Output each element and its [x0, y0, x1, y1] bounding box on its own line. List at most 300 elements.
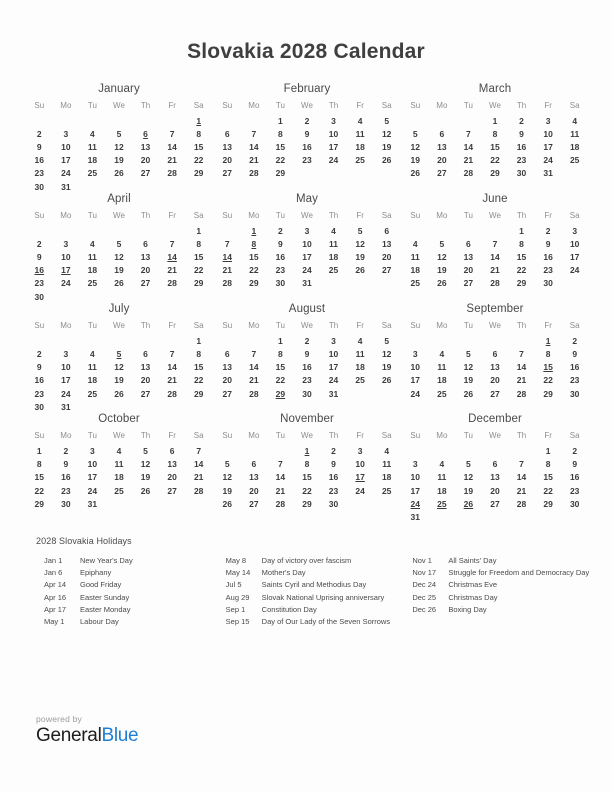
- day-cell: 21: [463, 155, 474, 166]
- day-cell: 18: [114, 472, 124, 483]
- month-table: [402, 209, 588, 290]
- day-cell: 12: [114, 141, 124, 152]
- day-cell: 28: [249, 168, 259, 179]
- day-cell: 20: [140, 155, 151, 166]
- day-cell: 13: [437, 141, 447, 152]
- weekday-header-sa: Sa: [569, 321, 580, 331]
- day-cell: 3: [63, 238, 69, 249]
- weekday-header-su: Su: [222, 431, 233, 441]
- day-cell: 30: [516, 168, 527, 179]
- week-row: [26, 374, 212, 387]
- day-cell: 28: [222, 278, 233, 289]
- day-cell: 30: [543, 278, 553, 289]
- day-cell: 17: [87, 472, 98, 483]
- day-cell: 15: [275, 362, 286, 373]
- logo-text-blue: Blue: [101, 725, 139, 746]
- day-cell-holiday: 1: [304, 445, 310, 456]
- week-row: [26, 400, 212, 413]
- day-cell: 18: [355, 141, 365, 152]
- week-row: [26, 361, 212, 374]
- day-cell: 21: [516, 375, 527, 386]
- day-cell: 6: [466, 238, 471, 249]
- day-cell: 27: [490, 498, 500, 509]
- day-cell: 16: [569, 362, 580, 373]
- week-row: [402, 497, 588, 510]
- day-cell-empty: [132, 400, 159, 413]
- day-cell: 28: [275, 498, 286, 509]
- holiday-name: Day of Our Lady of the Seven Sorrows: [261, 617, 391, 627]
- day-cell: 15: [249, 252, 259, 263]
- day-cell: 23: [34, 168, 45, 179]
- day-cell: 10: [302, 238, 312, 249]
- day-cell: 27: [381, 265, 392, 276]
- day-cell: 9: [36, 362, 42, 373]
- day-cell: 21: [222, 265, 233, 276]
- holiday-name: Good Friday: [80, 580, 122, 590]
- day-cell: 31: [61, 181, 71, 192]
- weekday-header-su: Su: [34, 431, 45, 441]
- day-cell: 10: [328, 349, 339, 360]
- day-cell-holiday: 29: [275, 388, 286, 399]
- weekday-header-fr: Fr: [356, 431, 364, 441]
- day-cell: 29: [543, 388, 553, 399]
- week-row: [214, 458, 400, 471]
- day-cell: 19: [114, 265, 124, 276]
- day-cell: 21: [516, 485, 527, 496]
- holiday-list-item: [44, 592, 226, 604]
- day-cell: 25: [410, 278, 421, 289]
- day-cell-empty: [455, 334, 482, 347]
- weekday-header-mo: Mo: [248, 321, 260, 331]
- day-cell: 23: [328, 485, 339, 496]
- holiday-date: Sep 1: [225, 604, 246, 614]
- weekday-header-th: Th: [328, 101, 339, 110]
- day-cell: 21: [275, 485, 286, 496]
- day-cell: 1: [519, 225, 524, 236]
- day-cell: 26: [410, 168, 421, 179]
- day-cell: 26: [355, 265, 365, 276]
- day-cell: 5: [357, 225, 363, 236]
- day-cell-empty: [185, 497, 212, 510]
- day-cell-empty: [132, 114, 159, 127]
- day-cell: 11: [114, 459, 124, 470]
- day-cell: 22: [543, 375, 553, 386]
- month-block-february: [214, 83, 400, 193]
- holiday-list-item: [44, 579, 226, 591]
- day-cell: 28: [167, 168, 177, 179]
- generalblue-logo: [36, 725, 138, 747]
- day-cell: 21: [167, 265, 177, 276]
- day-cell: 14: [193, 459, 204, 470]
- day-cell: 9: [278, 238, 283, 249]
- day-cell-empty: [132, 180, 159, 193]
- day-cell-empty: [267, 444, 294, 457]
- day-cell: 12: [355, 238, 365, 249]
- day-cell: 11: [87, 252, 97, 263]
- day-cell: 5: [384, 335, 390, 346]
- weekday-header-fr: Fr: [168, 101, 176, 110]
- day-cell: 12: [410, 141, 421, 152]
- holiday-date: May 8: [225, 556, 247, 565]
- day-cell-empty: [132, 290, 159, 303]
- day-cell-empty: [241, 334, 268, 347]
- holiday-name: Saints Cyril and Methodius Day: [261, 580, 367, 590]
- day-cell: 4: [572, 115, 578, 126]
- weekday-header-we: We: [301, 431, 313, 441]
- weekday-header-fr: Fr: [168, 211, 176, 221]
- day-cell: 29: [193, 168, 204, 179]
- day-cell-empty: [159, 290, 186, 303]
- month-title: January: [98, 83, 140, 95]
- weekday-header-we: We: [489, 431, 501, 441]
- weekday-header-we: We: [301, 211, 313, 221]
- weekday-header-row: [402, 429, 588, 444]
- day-cell-empty: [508, 334, 535, 347]
- day-cell: 27: [249, 498, 259, 509]
- day-cell: 30: [275, 278, 286, 289]
- holiday-list-item: [44, 616, 226, 628]
- day-cell: 11: [355, 128, 365, 139]
- weekday-header-we: We: [113, 431, 125, 441]
- day-cell: 16: [34, 375, 45, 386]
- month-title: October: [98, 413, 140, 426]
- holiday-list-item: [226, 567, 413, 579]
- day-cell: 13: [140, 141, 151, 152]
- day-cell: 19: [381, 362, 392, 373]
- day-cell: 20: [140, 265, 151, 276]
- weekday-header-tu: Tu: [275, 431, 285, 441]
- day-cell: 15: [275, 141, 286, 152]
- day-cell: 8: [545, 459, 551, 470]
- day-cell: 30: [61, 498, 71, 509]
- day-cell: 1: [492, 115, 498, 126]
- day-cell: 26: [222, 498, 233, 509]
- weekday-header-sa: Sa: [193, 431, 204, 441]
- day-cell: 30: [302, 388, 312, 399]
- footer-logo: [36, 714, 138, 747]
- weekday-header-th: Th: [328, 431, 339, 441]
- weekday-header-row: [214, 429, 400, 444]
- weekday-header-mo: Mo: [248, 211, 260, 221]
- day-cell: 29: [275, 168, 286, 179]
- holiday-name: Easter Monday: [80, 604, 131, 614]
- day-cell-holiday: 14: [222, 252, 233, 263]
- day-cell: 17: [302, 252, 312, 263]
- day-cell: 28: [249, 388, 259, 399]
- day-cell-empty: [106, 290, 133, 303]
- day-cell: 6: [492, 459, 498, 470]
- weekday-header-we: We: [301, 101, 313, 110]
- day-cell-empty: [482, 224, 509, 237]
- day-cell: 18: [328, 252, 339, 263]
- day-cell-empty: [26, 334, 53, 347]
- day-cell: 9: [304, 349, 310, 360]
- month-block-december: [402, 413, 588, 523]
- day-cell: 27: [167, 485, 177, 496]
- day-cell: 2: [304, 335, 310, 346]
- day-cell: 7: [251, 349, 257, 360]
- week-row: [402, 264, 588, 277]
- day-cell: 24: [328, 375, 339, 386]
- day-cell-holiday: 17: [355, 472, 365, 483]
- day-cell: 30: [569, 498, 580, 509]
- day-cell: 25: [87, 388, 98, 399]
- weekday-header-tu: Tu: [275, 101, 285, 110]
- day-cell: 25: [114, 485, 124, 496]
- day-cell: 7: [278, 459, 283, 470]
- week-row: [26, 484, 212, 497]
- day-cell: 12: [381, 349, 392, 360]
- day-cell: 5: [143, 445, 148, 456]
- holiday-list-item: [412, 604, 592, 616]
- weekday-header-su: Su: [222, 101, 233, 110]
- day-cell: 11: [437, 362, 447, 373]
- day-cell-holiday: 25: [437, 498, 447, 509]
- day-cell: 23: [302, 155, 312, 166]
- day-cell: 25: [437, 388, 447, 399]
- weekday-header-sa: Sa: [193, 101, 204, 110]
- weekday-header-tu: Tu: [275, 211, 285, 221]
- day-cell: 9: [63, 459, 69, 470]
- day-cell: 3: [572, 225, 578, 236]
- day-cell-empty: [241, 444, 268, 457]
- day-cell: 14: [249, 141, 259, 152]
- day-cell-empty: [402, 334, 429, 347]
- day-cell: 11: [437, 472, 447, 483]
- day-cell: 2: [304, 115, 310, 126]
- week-row: [402, 458, 588, 471]
- month-title: May: [295, 193, 319, 206]
- day-cell: 25: [355, 155, 365, 166]
- month-table: [402, 429, 588, 523]
- day-cell-empty: [402, 224, 429, 237]
- week-row: [402, 374, 588, 387]
- day-cell: 8: [304, 459, 310, 470]
- month-block-august: [214, 303, 400, 413]
- holiday-date: Jul 5: [225, 580, 242, 590]
- day-cell: 12: [437, 252, 447, 263]
- week-row: [26, 387, 212, 400]
- day-cell-empty: [106, 334, 133, 347]
- week-row: [402, 167, 588, 180]
- day-cell: 13: [463, 252, 474, 263]
- day-cell: 14: [275, 472, 286, 483]
- day-cell: 9: [36, 141, 42, 152]
- day-cell-empty: [53, 224, 80, 237]
- day-cell: 28: [516, 388, 527, 399]
- month-table: [402, 99, 588, 180]
- day-cell: 4: [90, 238, 95, 249]
- day-cell: 24: [543, 155, 553, 166]
- holiday-date: Apr 17: [44, 604, 67, 614]
- day-cell: 1: [196, 225, 202, 236]
- month-block-june: [402, 193, 588, 303]
- day-cell: 25: [355, 375, 365, 386]
- day-cell: 25: [328, 265, 339, 276]
- day-cell-empty: [53, 334, 80, 347]
- day-cell: 6: [384, 225, 390, 236]
- holiday-date: Aug 29: [225, 592, 250, 602]
- weekday-header-mo: Mo: [436, 101, 448, 110]
- holiday-date: Nov 17: [412, 568, 437, 578]
- day-cell: 19: [140, 472, 151, 483]
- weekday-header-fr: Fr: [356, 321, 364, 331]
- day-cell: 3: [545, 115, 551, 126]
- day-cell: 18: [87, 155, 98, 166]
- week-row: [214, 361, 400, 374]
- day-cell-empty: [455, 224, 482, 237]
- day-cell: 20: [437, 155, 447, 166]
- weekday-header-tu: Tu: [87, 101, 97, 110]
- day-cell: 11: [87, 362, 97, 373]
- week-row: [26, 140, 212, 153]
- day-cell: 21: [490, 265, 500, 276]
- weekday-header-we: We: [113, 211, 125, 221]
- holiday-name: Easter Sunday: [80, 592, 130, 602]
- day-cell: 27: [140, 278, 151, 289]
- page-title: Slovakia 2028 Calendar: [187, 40, 425, 63]
- day-cell-empty: [347, 167, 374, 180]
- day-cell: 19: [355, 252, 365, 263]
- day-cell-empty: [106, 497, 133, 510]
- day-cell: 10: [61, 362, 71, 373]
- day-cell: 20: [222, 155, 233, 166]
- month-title: April: [107, 193, 131, 206]
- day-cell-empty: [159, 114, 186, 127]
- week-row: [402, 127, 588, 140]
- week-row: [402, 510, 588, 523]
- weekday-header-sa: Sa: [381, 101, 392, 110]
- day-cell: 5: [384, 115, 390, 126]
- holiday-date: Apr 14: [44, 580, 67, 590]
- day-cell: 15: [543, 472, 553, 483]
- day-cell: 16: [302, 141, 312, 152]
- weekday-header-th: Th: [140, 321, 151, 331]
- weekday-header-row: [402, 209, 588, 224]
- day-cell-holiday: 26: [463, 498, 474, 509]
- day-cell: 4: [331, 225, 336, 236]
- day-cell: 11: [570, 128, 580, 139]
- day-cell: 26: [140, 485, 151, 496]
- day-cell: 10: [328, 128, 339, 139]
- day-cell: 31: [61, 401, 71, 412]
- month-block-may: [214, 193, 400, 303]
- day-cell: 26: [463, 388, 474, 399]
- day-cell: 13: [490, 362, 500, 373]
- holiday-name: Christmas Day: [448, 592, 498, 602]
- day-cell: 18: [437, 375, 447, 386]
- holiday-column-3: [412, 555, 592, 616]
- holiday-date: Jan 6: [44, 568, 63, 578]
- holiday-list-item: [226, 604, 413, 616]
- holiday-list-item: [226, 592, 413, 604]
- day-cell: 18: [437, 485, 447, 496]
- day-cell: 26: [114, 278, 124, 289]
- day-cell-empty: [132, 224, 159, 237]
- day-cell: 22: [516, 265, 527, 276]
- weekday-header-th: Th: [516, 211, 527, 221]
- day-cell-empty: [26, 224, 53, 237]
- holiday-list-item: [412, 579, 592, 591]
- day-cell: 24: [87, 485, 98, 496]
- weekday-header-th: Th: [516, 101, 527, 110]
- weekday-header-fr: Fr: [168, 321, 176, 331]
- week-row: [402, 347, 588, 360]
- day-cell: 20: [249, 485, 259, 496]
- day-cell: 24: [410, 388, 421, 399]
- weekday-header-tu: Tu: [87, 321, 97, 331]
- day-cell: 5: [116, 128, 122, 139]
- day-cell-empty: [159, 497, 186, 510]
- week-row: [402, 251, 588, 264]
- day-cell: 12: [222, 472, 233, 483]
- day-cell: 6: [439, 128, 445, 139]
- day-cell: 22: [193, 155, 204, 166]
- week-row: [214, 374, 400, 387]
- week-row: [26, 264, 212, 277]
- day-cell: 4: [412, 238, 418, 249]
- day-cell-empty: [429, 444, 456, 457]
- day-cell: 13: [167, 459, 177, 470]
- day-cell-empty: [106, 224, 133, 237]
- day-cell: 29: [490, 168, 500, 179]
- weekday-header-mo: Mo: [60, 321, 72, 331]
- month-title: June: [482, 193, 508, 206]
- day-cell: 22: [34, 485, 45, 496]
- weekday-header-sa: Sa: [569, 431, 580, 441]
- weekday-header-row: [214, 319, 400, 334]
- holiday-date: Dec 26: [412, 604, 437, 614]
- day-cell: 16: [543, 252, 553, 263]
- day-cell: 19: [410, 155, 421, 166]
- day-cell: 14: [167, 141, 177, 152]
- month-block-september: [402, 303, 588, 413]
- day-cell: 27: [437, 168, 447, 179]
- day-cell-empty: [214, 224, 241, 237]
- day-cell: 29: [516, 278, 527, 289]
- day-cell: 23: [34, 388, 45, 399]
- day-cell: 27: [140, 388, 151, 399]
- holiday-name: All Saints' Day: [448, 556, 497, 565]
- month-table: [26, 429, 212, 510]
- day-cell: 9: [331, 459, 336, 470]
- day-cell: 5: [116, 238, 122, 249]
- day-cell: 7: [519, 459, 524, 470]
- day-cell-empty: [79, 180, 106, 193]
- day-cell: 17: [569, 252, 580, 263]
- weekday-header-sa: Sa: [381, 321, 392, 331]
- holiday-name: Labour Day: [80, 617, 119, 627]
- day-cell: 3: [357, 445, 363, 456]
- day-cell: 10: [410, 362, 421, 373]
- holiday-name: New Year's Day: [80, 556, 133, 565]
- weekday-header-row: [214, 209, 400, 224]
- week-row: [402, 444, 588, 457]
- day-cell: 31: [87, 498, 98, 509]
- day-cell: 23: [275, 265, 286, 276]
- weekday-header-su: Su: [34, 101, 45, 110]
- day-cell: 9: [545, 238, 551, 249]
- day-cell: 15: [302, 472, 312, 483]
- holiday-name: Christmas Eve: [448, 580, 498, 590]
- day-cell: 10: [569, 238, 580, 249]
- weekday-header-row: [26, 429, 212, 444]
- day-cell-empty: [455, 510, 482, 523]
- day-cell: 7: [169, 238, 175, 249]
- day-cell: 15: [516, 252, 527, 263]
- day-cell-empty: [508, 444, 535, 457]
- weekday-header-sa: Sa: [569, 211, 580, 221]
